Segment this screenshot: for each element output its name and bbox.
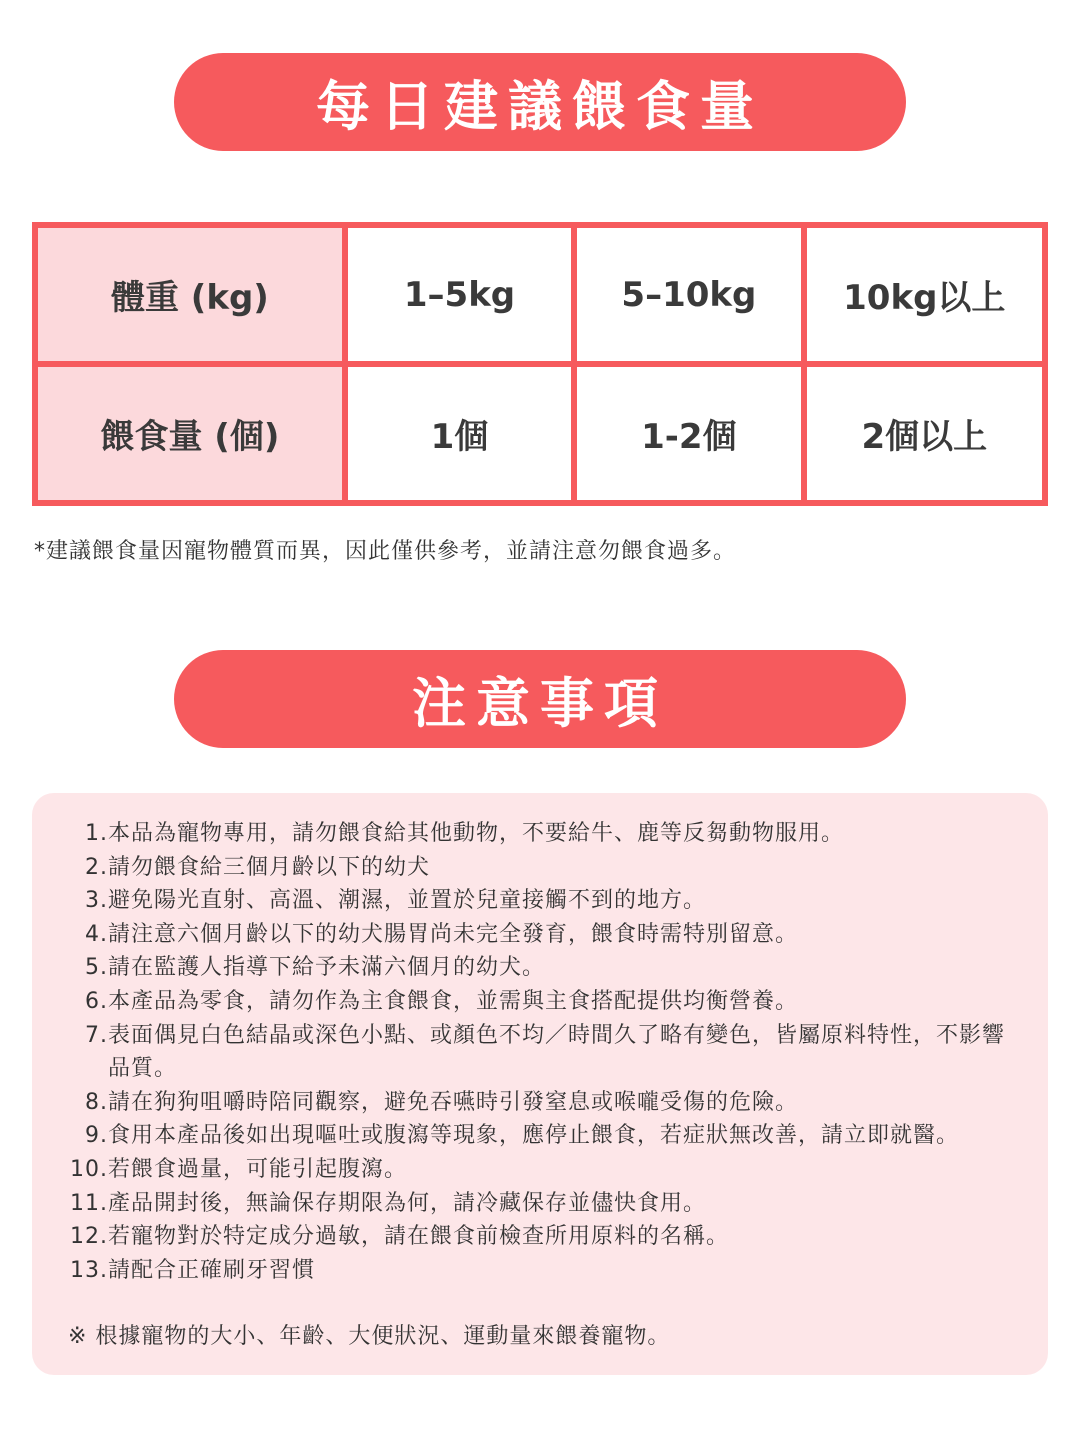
list-item-text: 請在狗狗咀嚼時陪同觀察，避免吞嚥時引發窒息或喉嚨受傷的危險。 xyxy=(108,1089,799,1115)
amount-label-cell: 餵食量 (個) xyxy=(35,364,345,503)
notes-title: 注意事項 xyxy=(412,671,668,735)
feeding-title-banner xyxy=(174,53,906,151)
list-item xyxy=(68,1086,1018,1120)
list-item xyxy=(68,851,1018,885)
list-item-number: 2. xyxy=(85,854,108,880)
list-item-text: 請在監護人指導下給予未滿六個月的幼犬。 xyxy=(108,955,546,981)
list-item xyxy=(68,1119,1018,1153)
amount-cell: 2個以上 xyxy=(804,364,1045,503)
list-item-text: 表面偶見白色結晶或深色小點、或顏色不均／時間久了略有變色，皆屬原料特性，不影響品質。 xyxy=(108,1022,1006,1082)
weight-cell: 10kg以上 xyxy=(804,225,1045,364)
notes-closing-remark: ※ 根據寵物的大小、年齡、大便狀況、運動量來餵養寵物。 xyxy=(68,1324,671,1349)
list-item-number: 13. xyxy=(70,1257,108,1283)
list-item xyxy=(68,1153,1018,1187)
weight-row xyxy=(35,225,1045,364)
list-item-number: 3. xyxy=(85,888,108,914)
list-item-text: 避免陽光直射、高溫、潮濕，並置於兒童接觸不到的地方。 xyxy=(108,888,707,914)
list-item xyxy=(68,951,1018,985)
list-item xyxy=(68,1220,1018,1254)
list-item-number: 9. xyxy=(85,1123,108,1149)
list-item-text: 產品開封後，無論保存期限為何，請冷藏保存並儘快食用。 xyxy=(108,1190,707,1216)
weight-cell: 5–10kg xyxy=(574,225,803,364)
amount-row xyxy=(35,364,1045,503)
list-item-number: 5. xyxy=(85,955,108,981)
list-item-text: 本產品為零食，請勿作為主食餵食，並需與主食搭配提供均衡營養。 xyxy=(108,988,799,1014)
list-item-text: 本品為寵物專用，請勿餵食給其他動物，不要給牛、鹿等反芻動物服用。 xyxy=(108,821,845,846)
list-item-text: 請注意六個月齡以下的幼犬腸胃尚未完全發育，餵食時需特別留意。 xyxy=(108,921,799,947)
list-item xyxy=(68,817,1018,851)
list-item-text: 請勿餵食給三個月齡以下的幼犬 xyxy=(108,854,431,880)
weight-label-cell: 體重 (kg) xyxy=(35,225,345,364)
list-item-number: 1. xyxy=(85,821,108,846)
list-item-number: 10. xyxy=(70,1156,108,1182)
list-item xyxy=(68,918,1018,952)
list-item xyxy=(68,1254,1018,1288)
feeding-title: 每日建議餵食量 xyxy=(316,74,764,138)
amount-cell: 1-2個 xyxy=(574,364,803,503)
list-item-number: 12. xyxy=(70,1224,108,1250)
list-item-number: 4. xyxy=(85,921,108,947)
feeding-table xyxy=(32,222,1048,506)
list-item-text: 若餵食過量，可能引起腹瀉。 xyxy=(108,1156,408,1182)
notes-panel xyxy=(32,793,1048,1375)
feeding-footnote: *建議餵食量因寵物體質而異，因此僅供參考，並請注意勿餵食過多。 xyxy=(34,539,737,564)
list-item xyxy=(68,884,1018,918)
list-item-number: 11. xyxy=(70,1190,108,1216)
notes-title-banner xyxy=(174,650,906,748)
list-item-text: 食用本產品後如出現嘔吐或腹瀉等現象，應停止餵食，若症狀無改善，請立即就醫。 xyxy=(108,1123,960,1149)
list-item-number: 8. xyxy=(85,1089,108,1115)
list-item-number: 6. xyxy=(85,988,108,1014)
list-item xyxy=(68,1019,1018,1086)
notes-list xyxy=(68,817,1018,1287)
list-item xyxy=(68,1187,1018,1221)
list-item xyxy=(68,985,1018,1019)
list-item-text: 請配合正確刷牙習慣 xyxy=(108,1257,316,1283)
weight-cell: 1–5kg xyxy=(345,225,574,364)
list-item-text: 若寵物對於特定成分過敏，請在餵食前檢查所用原料的名稱。 xyxy=(108,1224,730,1250)
amount-cell: 1個 xyxy=(345,364,574,503)
list-item-number: 7. xyxy=(85,1022,108,1048)
